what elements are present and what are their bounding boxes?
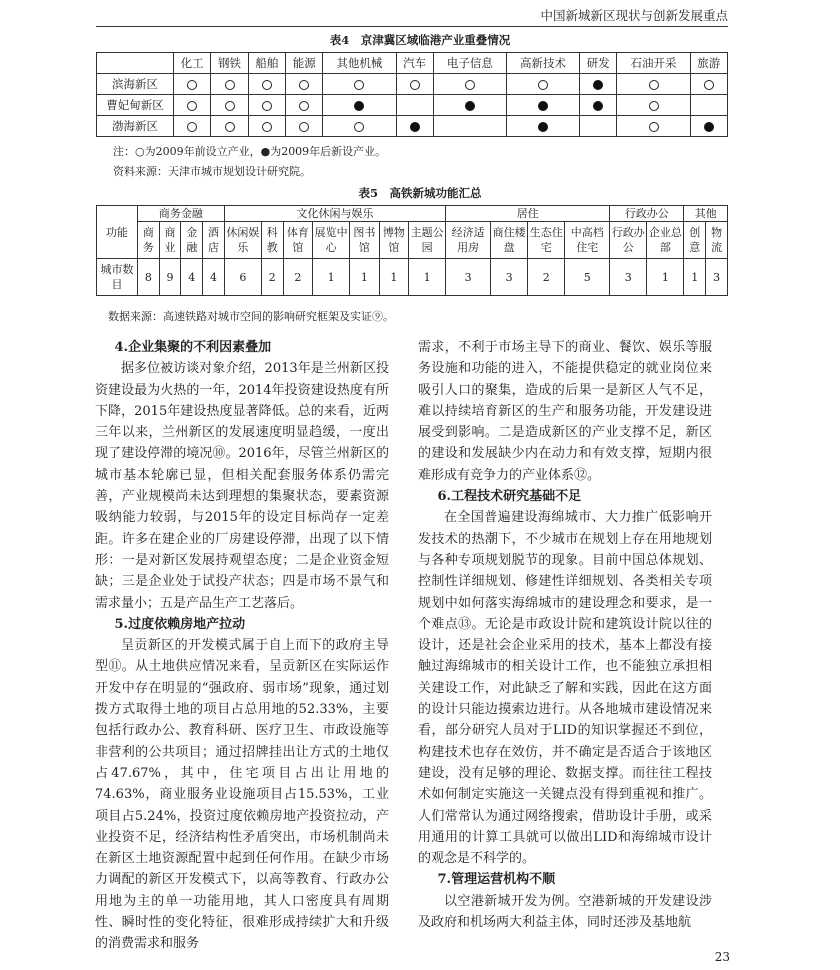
table4-cell xyxy=(286,116,323,137)
hollow-circle-icon xyxy=(538,80,548,90)
table5-group-header: 文化休闲与娱乐 xyxy=(224,206,445,222)
hollow-circle-icon xyxy=(299,122,309,132)
hollow-circle-icon xyxy=(649,101,659,111)
table5-sub-header: 企业总部 xyxy=(647,222,684,259)
table5 xyxy=(96,205,728,296)
table4-cell xyxy=(617,116,690,137)
table4-cell xyxy=(323,95,396,116)
table5-value: 1 xyxy=(350,259,379,296)
table4-cell xyxy=(286,74,323,95)
table4-row-label: 滨海新区 xyxy=(97,74,174,95)
table4-cell xyxy=(211,74,248,95)
table5-sub-row xyxy=(97,222,728,259)
table5-value: 9 xyxy=(159,259,181,296)
table5-sub-header: 商住楼盘 xyxy=(491,222,528,259)
table4-col-header: 石油开采 xyxy=(617,53,690,74)
hollow-circle-icon xyxy=(262,122,272,132)
table5-sub-header: 休闲娱乐 xyxy=(224,222,261,259)
hollow-circle-icon xyxy=(354,80,364,90)
table4-cell xyxy=(580,116,617,137)
table4-cell xyxy=(617,95,690,116)
table4-cell xyxy=(174,74,211,95)
table5-value: 5 xyxy=(565,259,610,296)
table5-sub-header: 生态住宅 xyxy=(528,222,565,259)
table4-cell xyxy=(506,95,579,116)
table5-sub-header: 中高档住宅 xyxy=(565,222,610,259)
table5-sub-header: 图书馆 xyxy=(350,222,379,259)
hollow-circle-icon xyxy=(299,80,309,90)
right-column xyxy=(418,337,712,933)
table5-group-header: 商务金融 xyxy=(138,206,225,222)
table5-group-header: 行政办公 xyxy=(610,206,684,222)
hollow-circle-icon xyxy=(225,122,235,132)
table5-sub-header: 创意 xyxy=(684,222,706,259)
table4-row xyxy=(97,95,728,116)
hollow-circle-icon xyxy=(187,80,197,90)
table5-sub-header: 体育馆 xyxy=(283,222,312,259)
table4-col-header: 旅游 xyxy=(690,53,727,74)
table4-cell xyxy=(396,74,433,95)
paragraph: 需求，不利于市场主导下的商业、餐饮、娱乐等服务设施和功能的进入，不能提供稳定的就业岗位来吸引人口的聚集，造成的后果一是新区人气不足，难以持续培育新区的生产和服务功能，开发建设进展受到影响。二是造成新区的产业支撑不足，新区的建设和发展缺少内在动力和有效支撑，短期内很难形成有竞争力的产业体系⑫。 xyxy=(418,340,712,483)
table4-note: 注：○为2009年前设立产业，●为2009年后新设产业。 xyxy=(113,145,387,158)
table4-cell xyxy=(433,95,506,116)
table5-value: 6 xyxy=(224,259,261,296)
table4-row xyxy=(97,74,728,95)
table5-value: 3 xyxy=(446,259,491,296)
table5-corner: 功能 xyxy=(97,206,138,259)
table4-cell xyxy=(286,95,323,116)
table4-header-row xyxy=(97,53,728,74)
filled-circle-icon xyxy=(465,101,475,111)
table5-sub-header: 经济适用房 xyxy=(446,222,491,259)
table5-group-row xyxy=(97,206,728,222)
table4-cell xyxy=(433,116,506,137)
table5-sub-header: 主题公园 xyxy=(409,222,446,259)
table5-value: 3 xyxy=(491,259,528,296)
filled-circle-icon xyxy=(538,122,548,132)
table4-cell xyxy=(580,74,617,95)
table5-group-header: 其他 xyxy=(684,206,728,222)
table4-cell xyxy=(248,116,285,137)
table4-cell xyxy=(248,74,285,95)
paragraph: 据多位被访谈对象介绍，2013年是兰州新区投资建设最为火热的一年，2014年投资建设热度有所下降，2015年建设热度显著降低。总的来看，近两三年以来，兰州新区的发展速度明显趋缓，一度出现了建设停滞的境况⑩。2016年，尽管兰州新区的城市基本轮廓已显，但相关配套服务体系仍需完善，产业规模尚未达到理想的集聚状态，要素资源吸纳能力较弱，与2015年的设定目标尚存一定差距。许多在建企业的厂房建设停滞，出现了以下情形：一是对新区发展持观望态度；二是企业资金短缺；三是企业处于试投产状态；四是市场不景气和需求量小；五是产品生产工艺落后。 xyxy=(95,361,389,611)
table4-col-header: 钢铁 xyxy=(211,53,248,74)
filled-circle-icon xyxy=(354,101,364,111)
table5-source: 数据来源：高速铁路对城市空间的影响研究框架及实证⑨。 xyxy=(108,310,394,323)
hollow-circle-icon xyxy=(262,101,272,111)
hollow-circle-icon xyxy=(262,80,272,90)
table5-value: 3 xyxy=(610,259,647,296)
table4-cell xyxy=(211,116,248,137)
table4-cell xyxy=(617,74,690,95)
table4-cell xyxy=(323,116,396,137)
page-number: 23 xyxy=(714,950,730,964)
table5-sub-header: 商业 xyxy=(159,222,181,259)
table4-row-label: 曹妃甸新区 xyxy=(97,95,174,116)
table4-col-header: 能源 xyxy=(286,53,323,74)
header-title: 中国新城新区现状与创新发展重点 xyxy=(540,8,728,23)
hollow-circle-icon xyxy=(187,101,197,111)
table4-cell xyxy=(323,74,396,95)
table4-cell xyxy=(506,116,579,137)
table5-value: 1 xyxy=(313,259,350,296)
table4-source: 资料来源：天津市城市规划设计研究院。 xyxy=(113,165,311,178)
table5-sub-header: 酒店 xyxy=(203,222,225,259)
table5-value: 1 xyxy=(684,259,706,296)
hollow-circle-icon xyxy=(410,80,420,90)
paragraph: 以空港新城开发为例。空港新城的开发建设涉及政府和机场两大利益主体，同时还涉及基地航 xyxy=(418,893,712,931)
table5-value-row xyxy=(97,259,728,296)
filled-circle-icon xyxy=(538,101,548,111)
running-header xyxy=(96,4,728,27)
hollow-circle-icon xyxy=(225,80,235,90)
hollow-circle-icon xyxy=(299,101,309,111)
table4-cell xyxy=(396,95,433,116)
table5-value: 2 xyxy=(283,259,312,296)
table4-col-header: 化工 xyxy=(174,53,211,74)
left-column xyxy=(95,337,389,955)
table4-row xyxy=(97,116,728,137)
table5-sub-header: 商务 xyxy=(138,222,160,259)
table4-cell xyxy=(690,116,727,137)
table4-cell xyxy=(433,74,506,95)
hollow-circle-icon xyxy=(649,80,659,90)
table5-group-header: 居住 xyxy=(446,206,610,222)
table4-cell xyxy=(690,95,727,116)
table5-value: 1 xyxy=(647,259,684,296)
table5-value: 2 xyxy=(528,259,565,296)
hollow-circle-icon xyxy=(187,122,197,132)
table5-sub-header: 科教 xyxy=(261,222,283,259)
paragraph: 在全国普遍建设海绵城市、大力推广低影响开发技术的热潮下，不少城市在规划上存在用地规划与各种专项规划脱节的现象。目前中国总体规划、控制性详细规划、修建性详细规划、各类相关专项规划中如何落实海绵城市的建设理念和要求，是一个难点⑬。无论是市政设计院和建筑设计院以往的设计，还是社会企业采用的技术，基本上都没有接触过海绵城市的相关设计工作，也不能独立承担相关建设工作，对此缺乏了解和实践，因此在这方面的设计只能边摸索边进行。从各地城市建设情况来看，部分研究人员对于LID的知识掌握还不到位，构建技术也存在效仿，并不确定是否适合于该地区建设，没有足够的理论、数据支撑。而往往工程技术如何制定实施这一关键点没有得到重视和推广。人们常常认为通过网络搜索，借助设计手册，或采用通用的计算工具就可以做出LID和海绵城市设计的观念是不科学的。 xyxy=(418,510,712,867)
table4-col-header: 船舶 xyxy=(248,53,285,74)
section-heading: 7.管理运营机构不顺 xyxy=(437,872,556,888)
section-heading: 4.企业集聚的不利因素叠加 xyxy=(114,340,272,355)
hollow-circle-icon xyxy=(465,80,475,90)
table4-cell xyxy=(506,74,579,95)
table5-sub-header: 金融 xyxy=(181,222,203,259)
table4-cell xyxy=(174,95,211,116)
section-heading: 5.过度依赖房地产拉动 xyxy=(114,616,246,632)
table4-col-header: 汽车 xyxy=(396,53,433,74)
table5-value: 1 xyxy=(409,259,446,296)
table5-sub-header: 博物馆 xyxy=(379,222,408,259)
table4-cell xyxy=(580,95,617,116)
table5-value: 8 xyxy=(138,259,160,296)
table4-col-header: 其他机械 xyxy=(323,53,396,74)
hollow-circle-icon xyxy=(649,122,659,132)
table4-col-header: 电子信息 xyxy=(433,53,506,74)
table5-row-label: 城市数目 xyxy=(97,259,138,296)
hollow-circle-icon xyxy=(354,122,364,132)
table5-value: 4 xyxy=(203,259,225,296)
table5-value: 1 xyxy=(379,259,408,296)
hollow-circle-icon xyxy=(225,101,235,111)
table4-corner xyxy=(97,53,174,74)
filled-circle-icon xyxy=(704,122,714,132)
filled-circle-icon xyxy=(593,80,603,90)
hollow-circle-icon xyxy=(704,80,714,90)
table4-cell xyxy=(174,116,211,137)
table5-sub-header: 展览中心 xyxy=(313,222,350,259)
table5-sub-header: 行政办公 xyxy=(610,222,647,259)
table5-sub-header: 物流 xyxy=(706,222,728,259)
table4-cell xyxy=(396,116,433,137)
filled-circle-icon xyxy=(410,122,420,132)
table5-value: 2 xyxy=(261,259,283,296)
table5-caption: 表5 高铁新城功能汇总 xyxy=(358,186,482,200)
paragraph: 呈贡新区的开发模式属于自上而下的政府主导型⑪。从土地供应情况来看，呈贡新区在实际运作开发中存在明显的“强政府、弱市场”现象，通过划拨方式取得土地的项目占总用地的52.33%，主要包括行政办公、教育科研、医疗卫生、市政设施等非营利的公共项目；通过招牌挂出让方式的土地仅占47.67%，其中，住宅项目占出让用地的74.63%，商业服务业设施项目占15.53%，工业项目占5.24%，投资过度依赖房地产投资拉动，产业投资不足，经济结构性矛盾突出，市场机制尚未在新区土地资源配置中起到任何作用。在缺少市场力调配的新区开发模式下，以高等教育、行政办公用地为主的单一功能用地，其人口密度具有周期性、瞬时性的变化特征，很难形成持续扩大和升级的消费需求和服务 xyxy=(95,638,389,952)
table4-row-label: 渤海新区 xyxy=(97,116,174,137)
table4-cell xyxy=(690,74,727,95)
section-heading: 6.工程技术研究基础不足 xyxy=(437,489,582,505)
table4-col-header: 研发 xyxy=(580,53,617,74)
filled-circle-icon xyxy=(593,101,603,111)
table4-col-header: 高新技术 xyxy=(506,53,579,74)
table4-caption: 表4 京津冀区域临港产业重叠情况 xyxy=(329,33,511,47)
table5-value: 4 xyxy=(181,259,203,296)
table5-value: 3 xyxy=(706,259,728,296)
table4-cell xyxy=(211,95,248,116)
table4-cell xyxy=(248,95,285,116)
table4 xyxy=(96,52,728,137)
